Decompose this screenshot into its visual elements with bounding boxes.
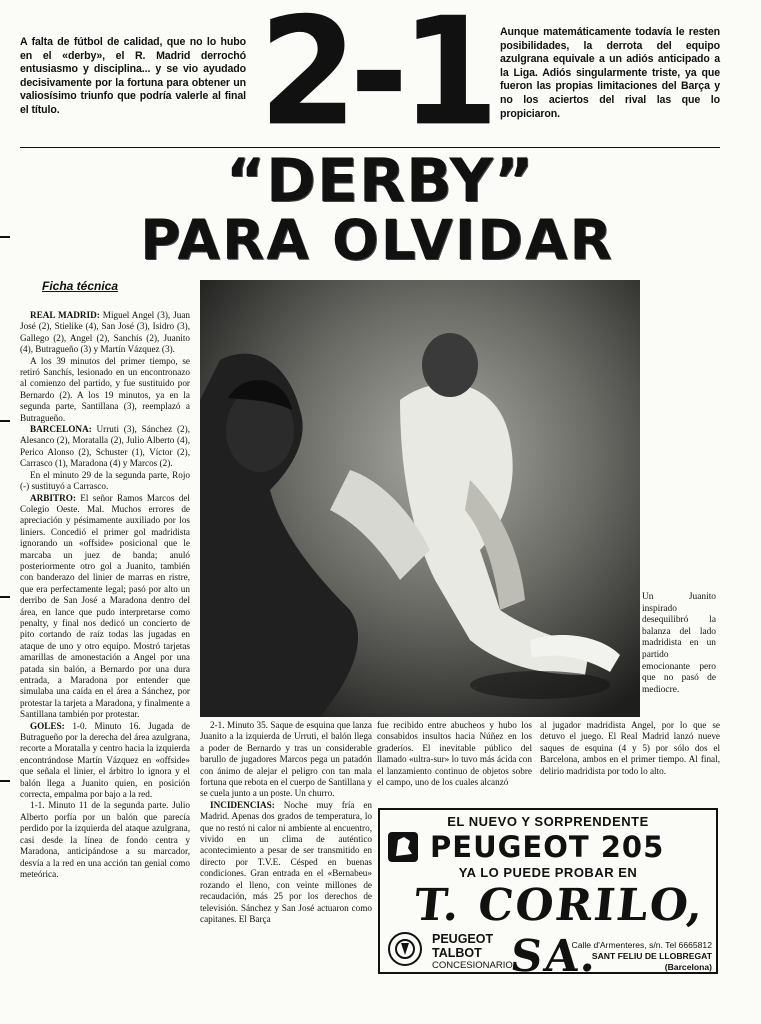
ad-brand-talbot: TALBOT [432, 946, 482, 960]
ficha-paragraph [20, 493, 190, 721]
ad-headline: EL NUEVO Y SORPRENDENTE [447, 814, 649, 829]
margin-mark [0, 780, 10, 782]
ad-dealer-name: T. CORILO, SA. [411, 880, 708, 982]
headline-line-1: “DERBY” [225, 146, 535, 216]
paragraph-lead: REAL MADRID: [30, 310, 100, 320]
lead-paragraph-left: A falta de fútbol de calidad, que no lo hubo en el «derby», el R. Madrid derrochó entusiasmo y disciplina... y se vio ayudado decisivamente por la fortuna para obtener un valiosísimo triunfo que podría valerle al final el título. [20, 36, 246, 116]
ficha-paragraph [20, 800, 190, 880]
article-paragraph [200, 800, 372, 925]
score-headline: 2-1 [258, 0, 492, 160]
paragraph-text: Noche muy fría en Madrid. Apenas dos grados de temperatura, lo que no restó ni calor ni ambiente al encuentro, vivido en un clima de auténtico acontecimiento a pesar de ser transmitido en directo por T.V.E. Césped en buenas condiciones. Gran entrada en el «Bernabeu» rozando el lleno, con veinte millones de recaudación, más 25 por los derechos de televisión. Sánchez y San José actuaron como capitanes. El Barça [200, 799, 372, 924]
paragraph-text: Miguel Angel (3), Juan José (2), Stielike (4), San José (3), Isidro (3), Gallego (2), Angel (2), Sanchís (2), Juanito (4), Butragueño (3) y Martín Vázquez (3). [20, 310, 190, 355]
paragraph-text: Urruti (3), Sánchez (2), Alesanco (2), Moratalla (2), Julio Alberto (4), Perico Alonso (2), Schuster (1), Víctor (2), Carrasco (1), Maradona (4) y Marcos (2). [20, 424, 190, 469]
paragraph-lead: BARCELONA: [30, 424, 92, 435]
paragraph-text: A los 39 minutos del primer tiempo, se retiró Sanchís, lesionado en un encontronazo al comienzo del partido, y fue sustituido por Bernardo (2). A los 19 minutos, ya en la segunda parte, Santillana (3), reemplazó a Butragueño. [20, 355, 190, 423]
ad-address-region: (Barcelona) [664, 962, 712, 972]
article-paragraph: al jugador madridista Angel, por lo que se detuvo el juego. El Real Madrid lanzó nueve saques de esquina (4 y 5) por sólo dos el Barcelona, ambos en el primer tiempo. Al final, delirio madridista por todo lo alto. [540, 720, 720, 776]
photo-caption: Un Juanito inspirado desequilibró la balanza del lado madridista en un partido emocionante pero que no pasó de mediocre. [642, 592, 716, 695]
paragraph-text: 2-1. Minuto 35. Saque de esquina que lanza Juanito a la izquierda de Urruti, el balón llega a poder de Bernardo y tras un considerable barullo de jugadores Marcos pega un patadón con ánimo de alejar el peligro con tan mala fortuna que rebota en el cuerpo de Santillana y se cuela junto a un poste. Un churro. [200, 720, 372, 799]
article-column-4 [540, 720, 720, 777]
paragraph-text: En el minuto 29 de la segunda parte, Rojo (-) sustituyó a Carrasco. [20, 469, 190, 492]
paragraph-lead: INCIDENCIAS: [210, 799, 275, 810]
ad-concesionario-label: CONCESIONARIO [432, 960, 513, 971]
paragraph-text: 1-0. Minuto 16. Jugada de Butragueño por la derecha del área azulgrana, recorte a Moratalla y centro hacia la izquierda encontrándose Martín Vázquez en «offside» que señala el linier, el árbitro lo ignora y el balón llega a Juanito quien, en posición correcta, empalma por bajo a la red. [20, 720, 190, 800]
ad-brand-peugeot: PEUGEOT [432, 932, 494, 946]
ficha-tecnica-column [20, 310, 190, 880]
ficha-paragraph [20, 356, 190, 424]
ficha-paragraph [20, 424, 190, 470]
ad-address-street: Calle d'Armenteres, s/n. Tel 6665812 [571, 940, 712, 950]
ficha-paragraph [20, 721, 190, 801]
paragraph-lead: ARBITRO: [30, 492, 76, 503]
paragraph-text: 1-1. Minuto 11 de la segunda parte. Julio Alberto porfía por un balón que parecía perdido por la izquierda del ataque azulgrana, casi desde la línea de fondo centra y Maradona, anticipándose a su marcador, desvía a la red en una acción tan genial como meteórica. [20, 800, 190, 879]
ad-model: PEUGEOT 205 [430, 830, 665, 864]
headline-line-2: PARA OLVIDAR [140, 208, 614, 272]
article-column-2 [200, 720, 372, 925]
lead-paragraph-right: Aunque matemáticamente todavía le resten posibilidades, la derrota del equipo azulgrana equivale a un adiós anticipado a la Liga. Adiós singularmente triste, ya que fueron las propias limitaciones del Barça y no los aciertos del rival las que lo propiciaron. [500, 26, 720, 120]
ficha-paragraph [20, 470, 190, 493]
paragraph-text: El señor Ramos Marcos del Colegio Oeste. Mal. Muchos errores de apreciación y pésimamente auxiliado por los liniers. Concedió el primer gol madridista ignorando un «offside» posicional que le marcaba un juez de banda; anuló posteriormente otro gol a Juanito, también con banderazo del linier de marras en ristre, que era perfectamente legal; pasó por alto un derribo de San José a Maradona dentro del área, en lance que pudo interpretarse como penalty, y final nos dedicó un concierto de pito cortando de raíz todas las jugadas en ataque de uno y otro equipo. Mostró tarjetas amarillas de amonestación a Angel por una patada sin balón, a Bernardo por una dura entrada, a Maradona por entender que simulaba una caída en el área a Sánchez, por protestar la tarjeta a Maradona, y finalmente a Santillana también por protestar. [20, 492, 190, 720]
article-paragraph: fue recibido entre abucheos y hubo los consabidos insultos hacia Núñez en los graderíos. El inevitable público del llamado «ultra-sur» lo tuvo más ácida con el lanzamiento continuo de objetos sobre el campo, uno de los cuales alcanzó [377, 720, 532, 788]
ficha-paragraph [20, 310, 190, 356]
ad-call-to-action: YA LO PUEDE PROBAR EN [458, 865, 638, 880]
match-photo [200, 280, 640, 717]
article-column-3 [377, 720, 532, 788]
margin-mark [0, 596, 10, 598]
ficha-tecnica-title: Ficha técnica [42, 279, 119, 293]
paragraph-lead: GOLES: [30, 720, 65, 731]
margin-mark [0, 420, 10, 422]
article-paragraph [200, 720, 372, 800]
peugeot-talbot-logo-icon [388, 932, 422, 966]
ad-address-town: SANT FELIU DE LLOBREGAT [591, 951, 712, 961]
peugeot-lion-logo-icon [388, 832, 418, 862]
photo-illustration [200, 280, 640, 717]
peugeot-advertisement [378, 808, 718, 982]
margin-mark [0, 236, 10, 238]
